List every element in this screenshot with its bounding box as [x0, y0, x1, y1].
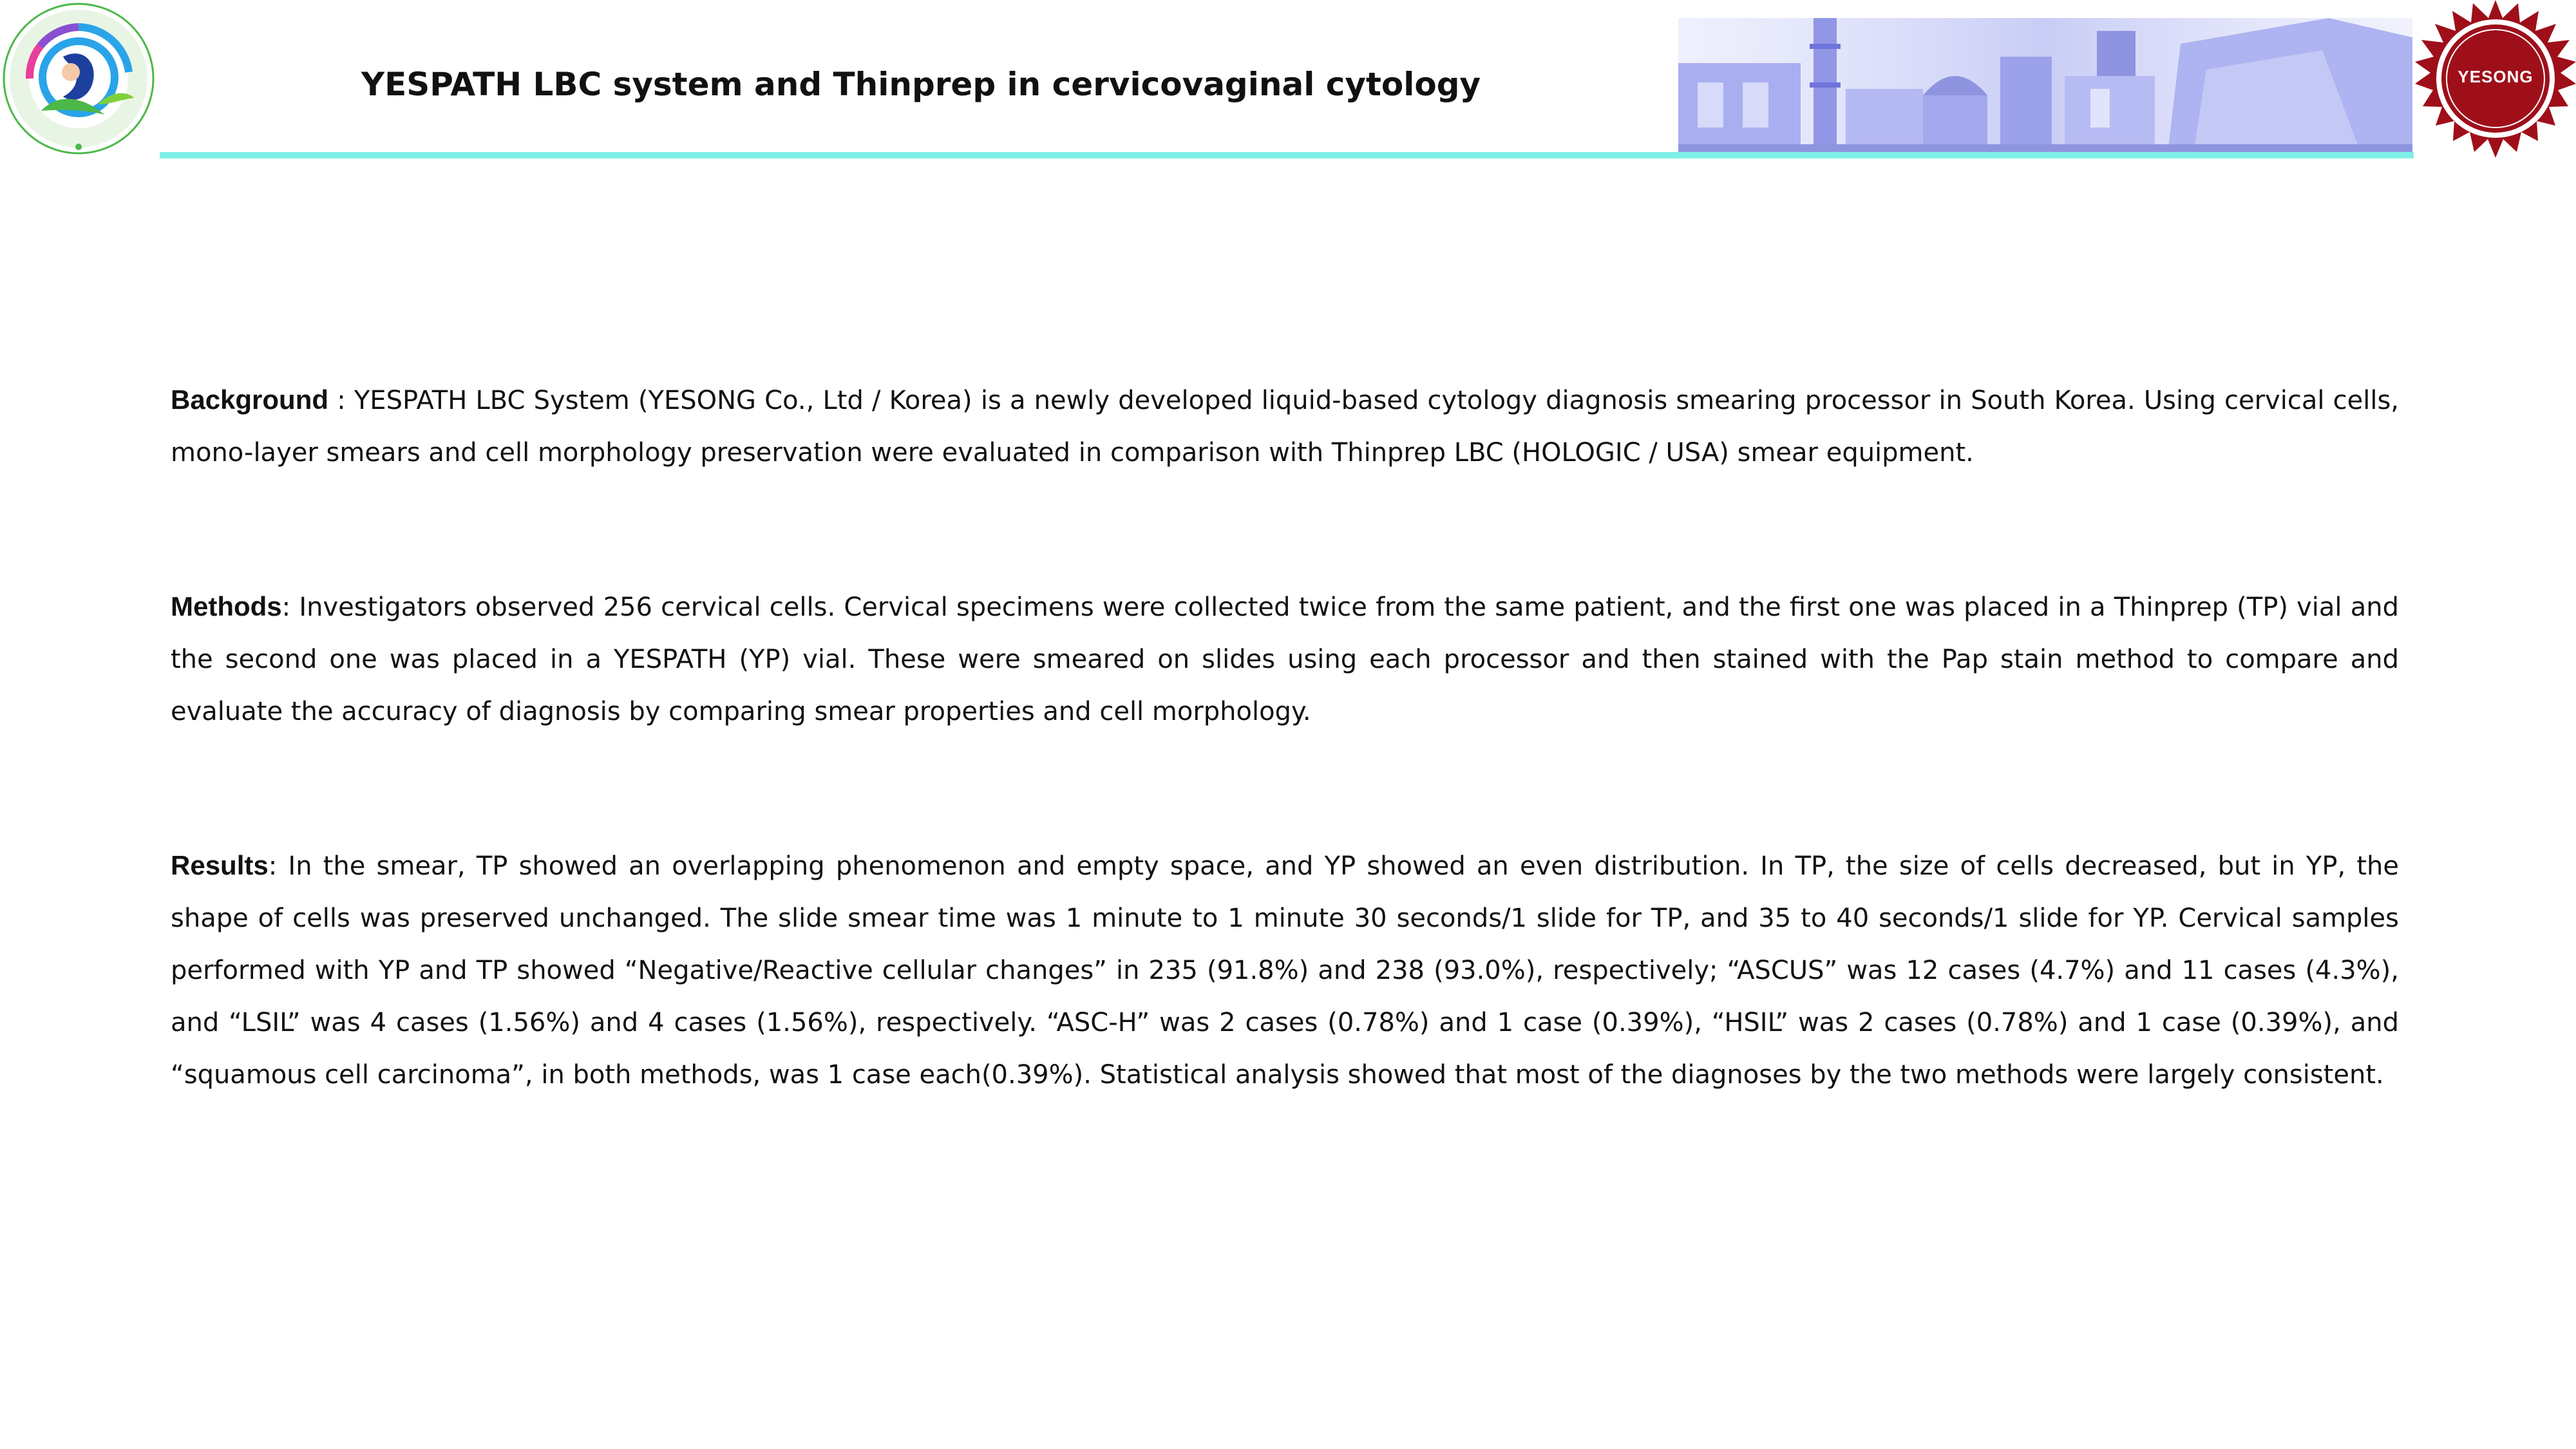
architecture-banner-icon — [1678, 18, 2412, 153]
results-text: In the smear, TP showed an overlapping phenomenon and empty space, and YP showed an even distribution. In TP, the size of cells decreased, but in YP, the shape of cells was preserved unchanged. The slide smear time was 1 minute to 1 minute 30 seconds/1 slide for TP, and 35 to 40 seconds/1 slide for YP. Cervical samples performed with YP and TP showed “Negative/Reactive cellular changes” in 235 (91.8%) and 238 (93.0%), respectively; “ASCUS” was 12 cases (4.7%) and 11 cases (4.3%), and “LSIL” was 4 cases (1.56%) and 4 cases (1.56%), respectively. “ASC-H” was 2 cases (0.78%) and 1 case (0.39%), “HSIL” was 2 cases (0.78%) and 1 case (0.39%), and “squamous cell carcinoma”, in both methods, was 1 case each(0.39%). Statistical analysis showed that most of the diagnoses by the two methods were largely consistent. — [171, 851, 2399, 1090]
abstract-body — [171, 374, 2399, 1101]
results-separator: : — [268, 851, 289, 881]
background-section — [171, 374, 2399, 479]
methods-text: Investigators observed 256 cervical cells. Cervical specimens were collected twice from the same patient, and the first one was placed in a Thinprep (TP) vial and the second one was placed in a YESPATH (YP) vial. These were smeared on slides using each processor and then stained with the Pap stain method to compare and evaluate the accuracy of diagnosis by comparing smear properties and cell morphology. — [171, 592, 2399, 726]
slide-title: YESPATH LBC system and Thinprep in cervicovaginal cytology — [361, 66, 1481, 103]
city-banner — [1678, 18, 2412, 153]
yesong-logo — [2415, 0, 2576, 161]
methods-section — [171, 580, 2399, 738]
background-separator: : — [328, 386, 354, 415]
background-text: YESPATH LBC System (YESONG Co., Ltd / Korea) is a newly developed liquid-based cytology diagnosis smearing processor in South Korea. Using cervical cells, mono-layer smears and cell morphology preservation were evaluated in comparison with Thinprep LBC (HOLOGIC / USA) smear equipment. — [171, 386, 2400, 468]
methods-label: Methods — [171, 591, 282, 621]
background-label: Background — [171, 384, 329, 415]
yesong-logo-label: YESONG — [2458, 67, 2533, 86]
results-label: Results — [171, 850, 269, 880]
results-section — [171, 839, 2399, 1101]
header-divider — [160, 152, 2414, 158]
methods-separator: : — [281, 592, 299, 622]
slide-header — [0, 0, 2576, 167]
